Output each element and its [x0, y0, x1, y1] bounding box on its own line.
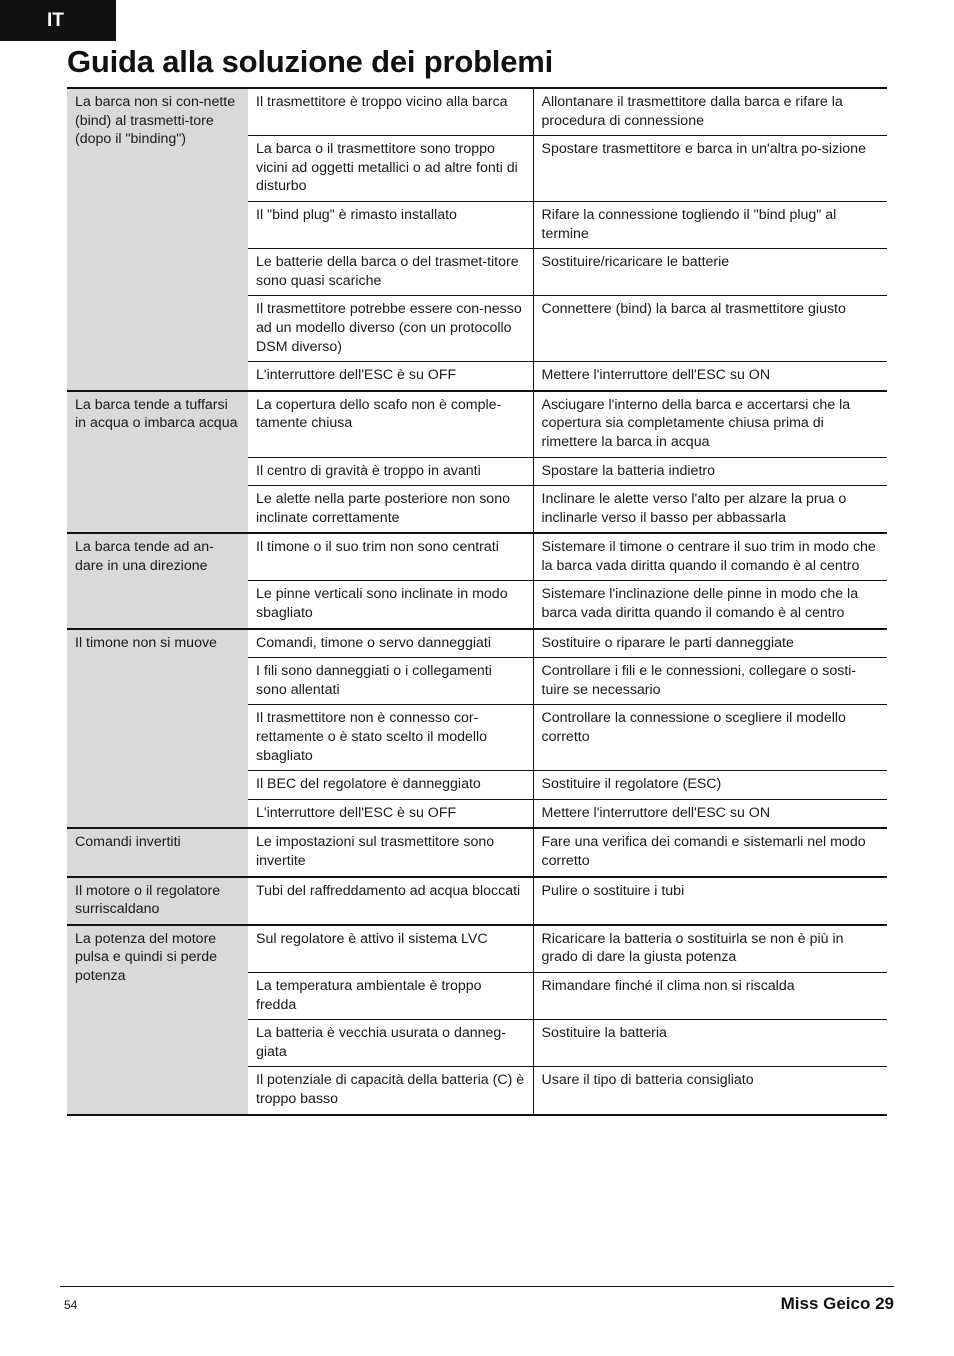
cause-cell: Il trasmettitore è troppo vicino alla barca: [248, 88, 533, 136]
cause-cell: La temperatura ambientale è troppo fredda: [248, 972, 533, 1019]
solution-cell: Pulire o sostituire i tubi: [533, 877, 887, 925]
solution-cell: Controllare i fili e le connessioni, collegare o sosti-tuire se necessario: [533, 658, 887, 705]
footer-divider: [60, 1286, 894, 1287]
problem-cell: Comandi invertiti: [67, 828, 248, 876]
solution-cell: Rifare la connessione togliendo il "bind plug" al termine: [533, 201, 887, 248]
solution-cell: Sistemare l'inclinazione delle pinne in modo che la barca vada diritta quando il comando è al centro: [533, 581, 887, 629]
cause-cell: Il potenziale di capacità della batteria (C) è troppo basso: [248, 1067, 533, 1115]
solution-cell: Asciugare l'interno della barca e accertarsi che la copertura sia completamente chiusa prima di rimettere la barca in acqua: [533, 391, 887, 457]
cause-cell: Comandi, timone o servo danneggiati: [248, 629, 533, 658]
cause-cell: Le pinne verticali sono inclinate in modo sbagliato: [248, 581, 533, 629]
solution-cell: Usare il tipo di batteria consigliato: [533, 1067, 887, 1115]
table-row: [67, 391, 887, 457]
problem-cell: La potenza del motore pulsa e quindi si perde potenza: [67, 925, 248, 1115]
problem-cell: La barca tende a tuffarsi in acqua o imbarca acqua: [67, 391, 248, 534]
problem-cell: Il motore o il regolatore surriscaldano: [67, 877, 248, 925]
problem-cell: Il timone non si muove: [67, 629, 248, 829]
problem-cell: La barca non si con-nette (bind) al trasmetti-tore (dopo il "binding"): [67, 88, 248, 391]
solution-cell: Mettere l'interruttore dell'ESC su ON: [533, 362, 887, 391]
cause-cell: La batteria è vecchia usurata o danneg-giata: [248, 1020, 533, 1067]
cause-cell: Il trasmettitore potrebbe essere con-nesso ad un modello diverso (con un protocollo DSM diverso): [248, 296, 533, 362]
cause-cell: Tubi del raffreddamento ad acqua bloccati: [248, 877, 533, 925]
cause-cell: Sul regolatore è attivo il sistema LVC: [248, 925, 533, 973]
product-name: Miss Geico 29: [780, 1294, 894, 1313]
troubleshooting-table: [67, 87, 887, 1116]
cause-cell: Le impostazioni sul trasmettitore sono invertite: [248, 828, 533, 876]
cause-cell: L'interruttore dell'ESC è su OFF: [248, 362, 533, 391]
solution-cell: Sostituire il regolatore (ESC): [533, 771, 887, 800]
cause-cell: Le alette nella parte posteriore non sono inclinate correttamente: [248, 486, 533, 534]
problem-cell: La barca tende ad an-dare in una direzione: [67, 533, 248, 628]
solution-cell: Sistemare il timone o centrare il suo trim in modo che la barca vada diritta quando il comando è al centro: [533, 533, 887, 581]
cause-cell: Il trasmettitore non è connesso cor-rettamente o è stato scelto il modello sbagliato: [248, 705, 533, 771]
solution-cell: Spostare trasmettitore e barca in un'altra po-sizione: [533, 136, 887, 202]
solution-cell: Controllare la connessione o scegliere il modello corretto: [533, 705, 887, 771]
troubleshooting-table-body: [67, 88, 887, 1115]
solution-cell: Inclinare le alette verso l'alto per alzare la prua o inclinarle verso il basso per abbassarla: [533, 486, 887, 534]
solution-cell: Mettere l'interruttore dell'ESC su ON: [533, 799, 887, 828]
solution-cell: Spostare la batteria indietro: [533, 457, 887, 486]
table-row: [67, 925, 887, 973]
cause-cell: Le batterie della barca o del trasmet-titore sono quasi scariche: [248, 249, 533, 296]
page-number: 54: [64, 1298, 78, 1312]
solution-cell: Sostituire o riparare le parti danneggiate: [533, 629, 887, 658]
cause-cell: I fili sono danneggiati o i collegamenti sono allentati: [248, 658, 533, 705]
language-tab: IT: [0, 0, 116, 41]
cause-cell: Il timone o il suo trim non sono centrati: [248, 533, 533, 581]
table-row: [67, 533, 887, 581]
table-row: [67, 828, 887, 876]
table-row: [67, 877, 887, 925]
solution-cell: Connettere (bind) la barca al trasmettitore giusto: [533, 296, 887, 362]
cause-cell: La barca o il trasmettitore sono troppo vicini ad oggetti metallici o ad altre fonti di disturbo: [248, 136, 533, 202]
solution-cell: Ricaricare la batteria o sostituirla se non è più in grado di dare la giusta potenza: [533, 925, 887, 973]
cause-cell: Il "bind plug" è rimasto installato: [248, 201, 533, 248]
solution-cell: Sostituire/ricaricare le batterie: [533, 249, 887, 296]
cause-cell: Il BEC del regolatore è danneggiato: [248, 771, 533, 800]
cause-cell: L'interruttore dell'ESC è su OFF: [248, 799, 533, 828]
table-row: [67, 629, 887, 658]
table-row: [67, 88, 887, 136]
solution-cell: Rimandare finché il clima non si riscalda: [533, 972, 887, 1019]
solution-cell: Allontanare il trasmettitore dalla barca e rifare la procedura di connessione: [533, 88, 887, 136]
solution-cell: Fare una verifica dei comandi e sistemarli nel modo corretto: [533, 828, 887, 876]
cause-cell: La copertura dello scafo non è comple-tamente chiusa: [248, 391, 533, 457]
solution-cell: Sostituire la batteria: [533, 1020, 887, 1067]
cause-cell: Il centro di gravità è troppo in avanti: [248, 457, 533, 486]
page-title: Guida alla soluzione dei problemi: [67, 44, 554, 79]
